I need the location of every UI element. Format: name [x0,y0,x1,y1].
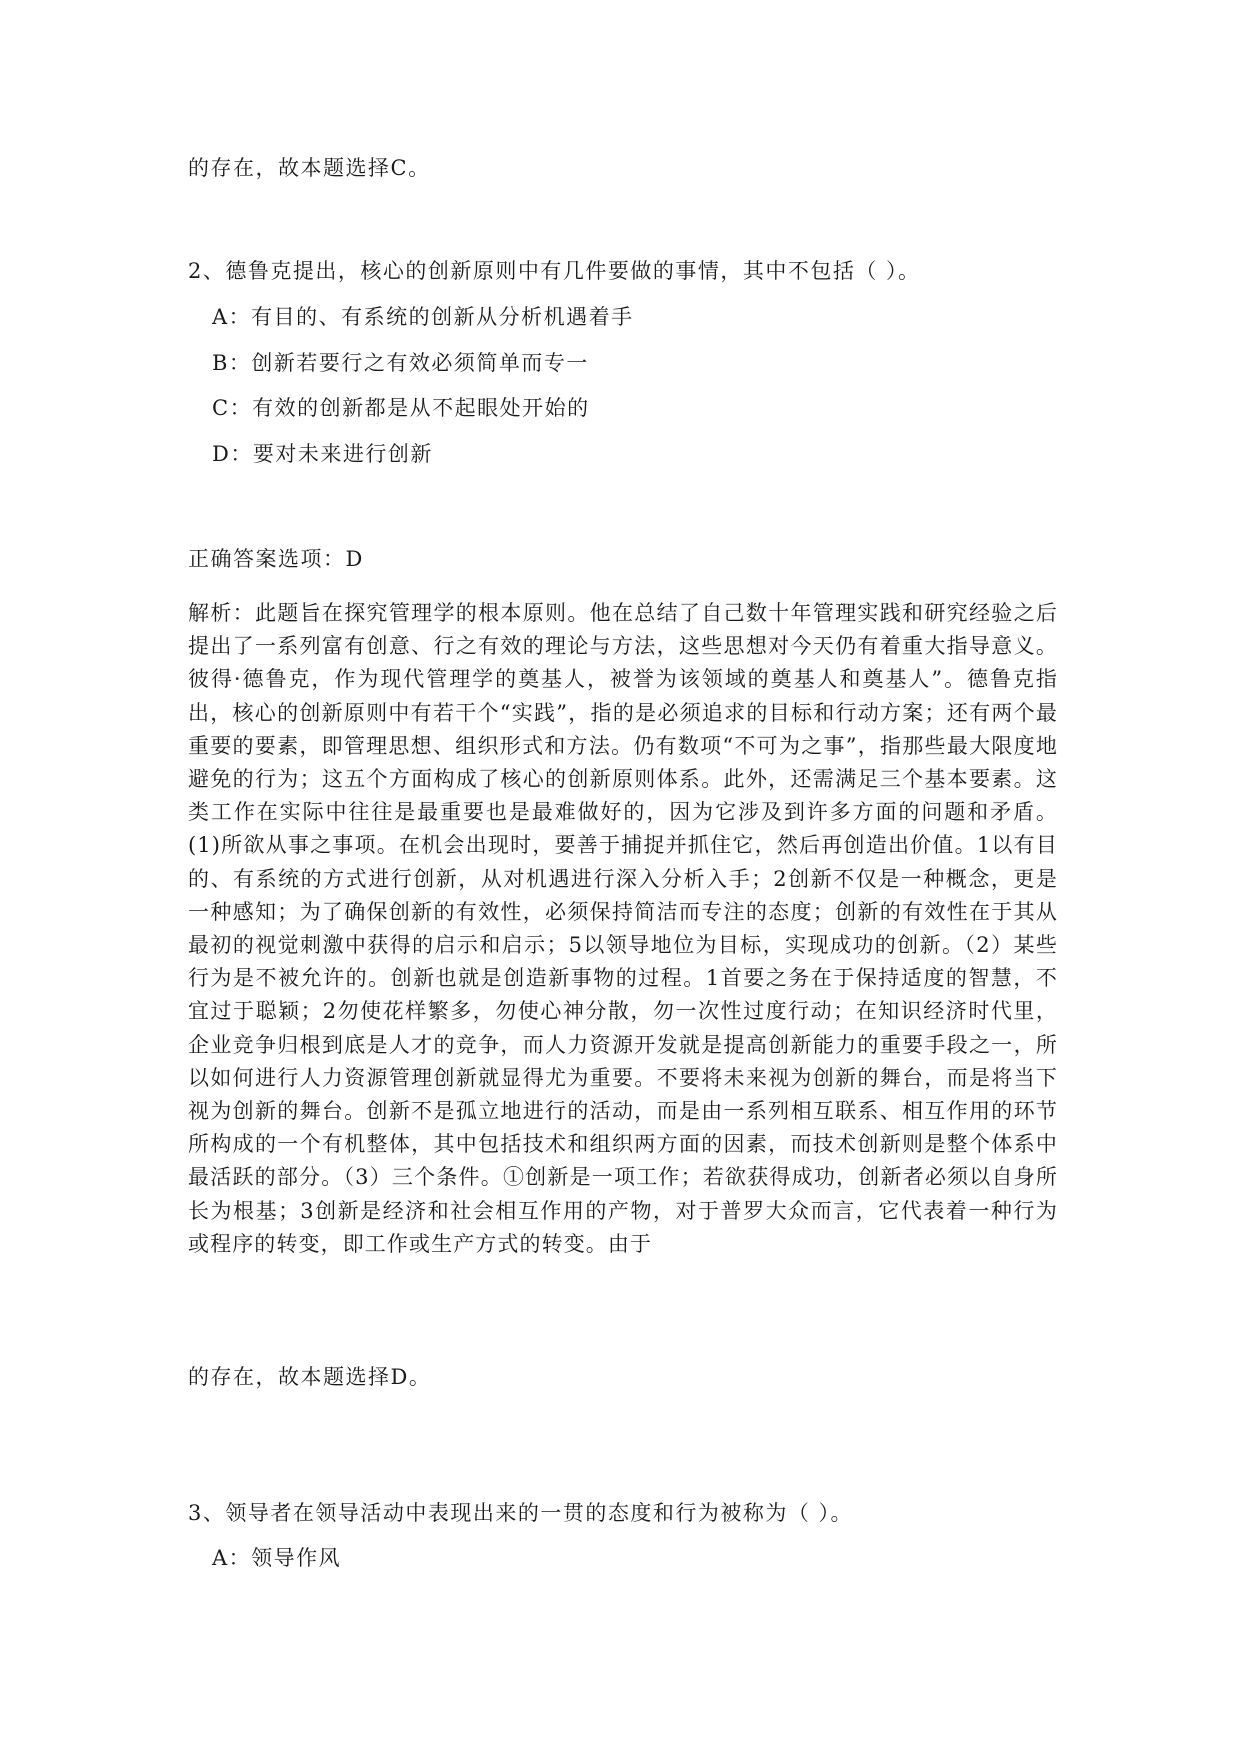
question-2-stem: 2、德鲁克提出，核心的创新原则中有几件要做的事情，其中不包括（ ）。 [188,259,921,283]
question-2-analysis: 解析：此题旨在探究管理学的根本原则。他在总结了自己数十年管理实践和研究经验之后提出了一系列富有创意、行之有效的理论与方法，这些思想对今天仍有着重大指导意义。彼得·德鲁克，作为现代管理学的奠基人，被誉为该领域的奠基人和奠基人”。德鲁克指出，核心的创新原则中有若干个“实践”，指的是必须追求的目标和行动方案；还有两个最重要的要素，即管理思想、组织形式和方法。仍有数项“不可为之事”，指那些最大限度地避免的行为；这五个方面构成了核心的创新原则体系。此外，还需满足三个基本要素。这类工作在实际中往往是最重要也是最难做好的，因为它涉及到许多方面的问题和矛盾。(1)所欲从事之事项。在机会出现时，要善于捕捉并抓住它，然后再创造出价值。1以有目的、有系统的方式进行创新，从对机遇进行深入分析入手；2创新不仅是一种概念，更是一种感知；为了确保创新的有效性，必须保持简洁而专注的态度；创新的有效性在于其从最初的视觉刺激中获得的启示和启示；5以领导地位为目标，实现成功的创新。（2）某些行为是不被允许的。创新也就是创造新事物的过程。1首要之务在于保持适度的智慧，不宜过于聪颖；2勿使花样繁多，勿使心神分散，勿一次性过度行动；在知识经济时代里，企业竞争归根到底是人才的竞争，而人力资源开发就是提高创新能力的重要手段之一，所以如何进行人力资源管理创新就显得尤为重要。不要将未来视为创新的舞台，而是将当下视为创新的舞台。创新不是孤立地进行的活动，而是由一系列相互联系、相互作用的环节所构成的一个有机整体，其中包括技术和组织两方面的因素，而技术创新则是整个体系中最活跃的部分。（3）三个条件。①创新是一项工作；若欲获得成功，创新者必须以自身所长为根基；3创新是经济和社会相互作用的产物，对于普罗大众而言，它代表着一种行为或程序的转变，即工作或生产方式的转变。由于 [188,601,1058,1256]
question-2-conclusion: 的存在，故本题选择D。 [188,1365,432,1389]
question-2-answer: 正确答案选项：D [188,547,364,571]
question-2-option-b: B：创新若要行之有效必须简单而专一 [212,351,589,375]
question-2-option-d: D：要对未来进行创新 [212,442,433,466]
question-3-stem: 3、领导者在领导活动中表现出来的一贯的态度和行为被称为（ ）。 [188,1501,854,1525]
question-2-option-a: A：有目的、有系统的创新从分析机遇着手 [212,305,634,329]
prev-question-conclusion: 的存在，故本题选择C。 [188,156,431,180]
question-2-option-c: C：有效的创新都是从不起眼处开始的 [212,396,590,420]
question-3-option-a: A：领导作风 [212,1546,342,1570]
